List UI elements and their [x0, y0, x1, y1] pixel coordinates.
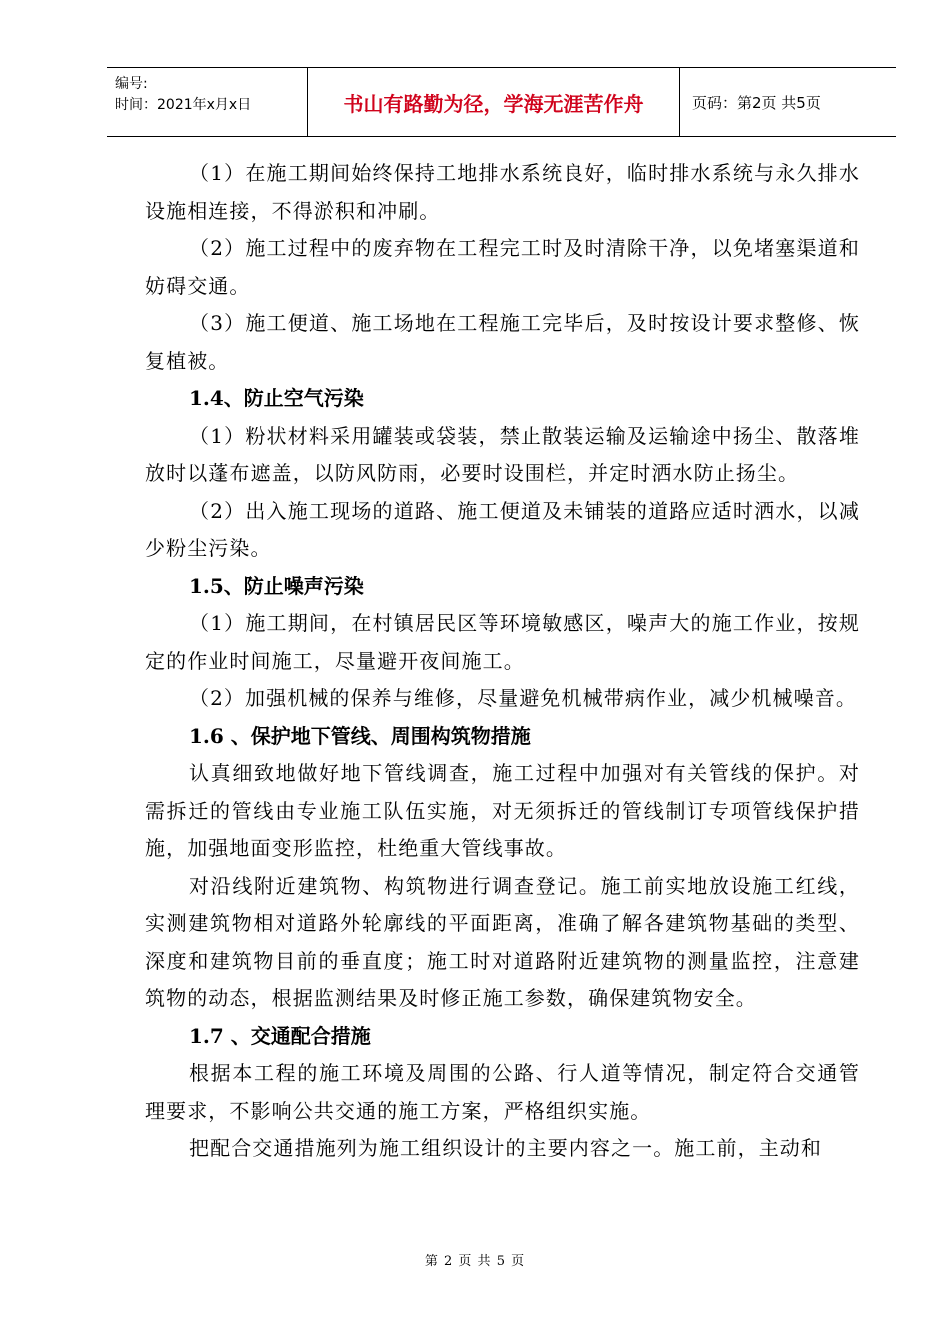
paragraph: 把配合交通措施列为施工组织设计的主要内容之一。施工前，主动和 [189, 1136, 822, 1160]
document-number-label: 编号: [115, 76, 148, 92]
page-footer: 第 2 页 共 5 页 [424, 1254, 526, 1269]
paragraph: （1）在施工期间始终保持工地排水系统良好，临时排水系统与永久排水设施相连接，不得淤积和冲刷。 [145, 161, 860, 223]
paragraph: 对沿线附近建筑物、构筑物进行调查登记。施工前实地放设施工红线，实测建筑物相对道路外轮廓线的平面距离，准确了解各建筑物基础的类型、深度和建筑物目前的垂直度；施工时对道路附近建筑物的测量监控，注意建筑物的动态，根据监测结果及时修正施工参数，确保建筑物安全。 [145, 873, 860, 1010]
header-motto: 书山有路勤为径，学海无涯苦作舟 [308, 68, 680, 136]
paragraph: （1）施工期间，在村镇居民区等环境敏感区，噪声大的施工作业，按规定的作业时间施工，尽量避开夜间施工。 [145, 611, 860, 673]
header-page-number: 页码：第2页 共5页 [692, 93, 821, 112]
paragraph: 根据本工程的施工环境及周围的公路、行人道等情况，制定符合交通管理要求，不影响公共交通的施工方案，严格组织实施。 [145, 1061, 860, 1123]
header-meta [107, 68, 308, 136]
section-heading-1-4: 1.4、防止空气污染 [189, 386, 364, 410]
section-heading-1-5: 1.5、防止噪声污染 [189, 573, 364, 598]
paragraph: （2）施工过程中的废弃物在工程完工时及时清除干净，以免堵塞渠道和妨碍交通。 [145, 236, 860, 298]
paragraph: （3）施工便道、施工场地在工程施工完毕后，及时按设计要求整修、恢复植被。 [145, 311, 860, 373]
section-heading-1-6: 1.6 、保护地下管线、周围构筑物措施 [189, 723, 531, 748]
paragraph: （1）粉状材料采用罐装或袋装，禁止散装运输及运输途中扬尘、散落堆放时以蓬布遮盖，以防风防雨，必要时设围栏，并定时洒水防止扬尘。 [145, 423, 860, 485]
document-body [145, 155, 860, 1168]
page-header [107, 67, 896, 137]
section-heading-1-7: 1.7 、交通配合措施 [189, 1023, 371, 1048]
paragraph: （2）出入施工现场的道路、施工便道及未铺装的道路应适时洒水，以减少粉尘污染。 [145, 498, 860, 560]
paragraph: （2）加强机械的保养与维修，尽量避免机械带病作业，减少机械噪音。 [189, 686, 857, 710]
document-time-label: 时间：2021年x月x日 [115, 97, 252, 113]
paragraph: 认真细致地做好地下管线调查，施工过程中加强对有关管线的保护。对需拆迁的管线由专业施工队伍实施，对无须拆迁的管线制订专项管线保护措施，加强地面变形监控，杜绝重大管线事故。 [145, 761, 860, 860]
